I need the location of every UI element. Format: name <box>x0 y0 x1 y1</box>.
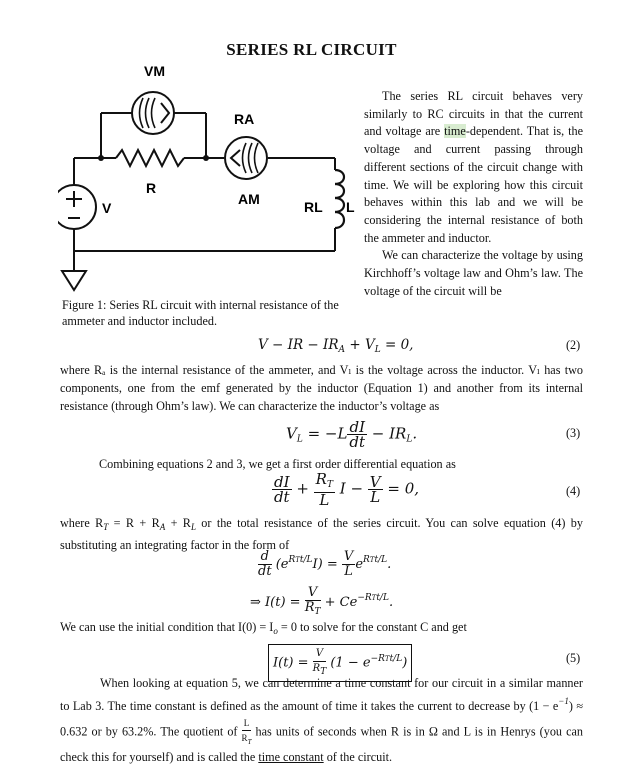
intro-paragraph: The series RL circuit behaves very similarly to RC circuits in that the current and voltage are time-dependent. That is, the voltage and current passing through different sections of the circuit change with time. We will be exploring how this circuit behaves within this lab and we will be considering the internal resistance of both the ammeter and inductor. We can characterize the voltage by using Kirchhoff’s voltage law and Ohm’s law. The voltage of the circuit will be <box>364 88 583 300</box>
equation-2: V − IR − $IR_A + V_L = 0$, <box>258 337 414 355</box>
initial-condition-paragraph: We can use the initial condition that $I(0) = I_o = 0$ to solve for the constant C and get <box>60 620 467 636</box>
ground-icon <box>62 271 86 290</box>
figure-caption: Figure 1: Series RL circuit with internal resistance of the ammeter and inductor included. <box>62 298 339 328</box>
label-am: AM <box>238 191 260 207</box>
label-ra: RA <box>234 111 255 127</box>
equation-4: $\frac{dI}{dt}$ + $\frac{R_T}{L}$ I − $\frac{V}{L}$ = 0, <box>273 470 420 509</box>
solution-equation: ⇒ I(t) = $\frac{V}{R_T}$ + $Ce^{-RTt/L}$. <box>250 585 394 617</box>
ammeter-icon <box>225 137 267 179</box>
label-vm: VM <box>144 63 165 79</box>
resistor-r <box>116 150 184 166</box>
equation-3: $V_L = -L$ $\frac{dI}{dt}$ − $IR_L$. <box>286 418 418 451</box>
time-constant-term: time constant <box>258 749 324 764</box>
voltmeter-icon <box>132 92 174 134</box>
equation-3-number: (3) <box>566 426 581 440</box>
kvl-paragraph: We can characterize the voltage by using Kirchhoff’s voltage law and Ohm’s law. The voltage of the circuit will be <box>364 248 583 298</box>
page-title: SERIES RL CIRCUIT <box>226 40 397 59</box>
inductor-icon <box>335 170 344 228</box>
highlighted-word: time <box>444 124 466 139</box>
circuit-diagram <box>58 58 358 298</box>
equation-5-number: (5) <box>566 651 581 665</box>
equation-5: I(t) = $\frac{V}{RT}$ $(1 - e^{-RTt/L})$ <box>268 644 412 682</box>
label-r: R <box>146 180 157 196</box>
total-resistance-paragraph: where $R_T = R + R_A + R_L$ or the total resistance of the series circuit. You can solve equation (4) by substituting an integrating factor in the form of <box>60 516 583 552</box>
inductor-voltage-paragraph: where Rₐ is the internal resistance of the ammeter, and Vₗ is the voltage across the inductor. Vₗ has two components, one from the emf generated by the inductor (Equation 1) and another from its internal resistance (through Ohm’s law). We can characterize the inductor’s voltage as <box>60 363 583 413</box>
equation-4-number: (4) <box>566 484 581 498</box>
integrating-factor-equation: $\frac{d}{dt}$ $(e^{RTt/L}I)$ = $\frac{V}{L}$ $e^{RTt/L}$. <box>258 549 392 579</box>
combining-paragraph: Combining equations 2 and 3, we get a first order differential equation as <box>99 457 456 471</box>
label-rl: RL <box>304 199 323 215</box>
equation-2-number: (2) <box>566 338 581 352</box>
label-v: V <box>102 200 112 216</box>
label-l: L <box>346 199 355 215</box>
voltage-source-icon <box>58 185 96 229</box>
time-constant-paragraph: When looking at equation 5, we can determine a time constant for our circuit in a similar manner to Lab 3. The time constant is defined as the amount of time it takes the current to decrease by $(1 - e^{-1}) \approx 0.632$ or by 63.2%. The quotient of $\frac{L}{R_T}$ has units of seconds when R is in Ω and L is in Henrys (you can check this for yourself) and is called the time constant of the circuit. <box>60 676 584 764</box>
